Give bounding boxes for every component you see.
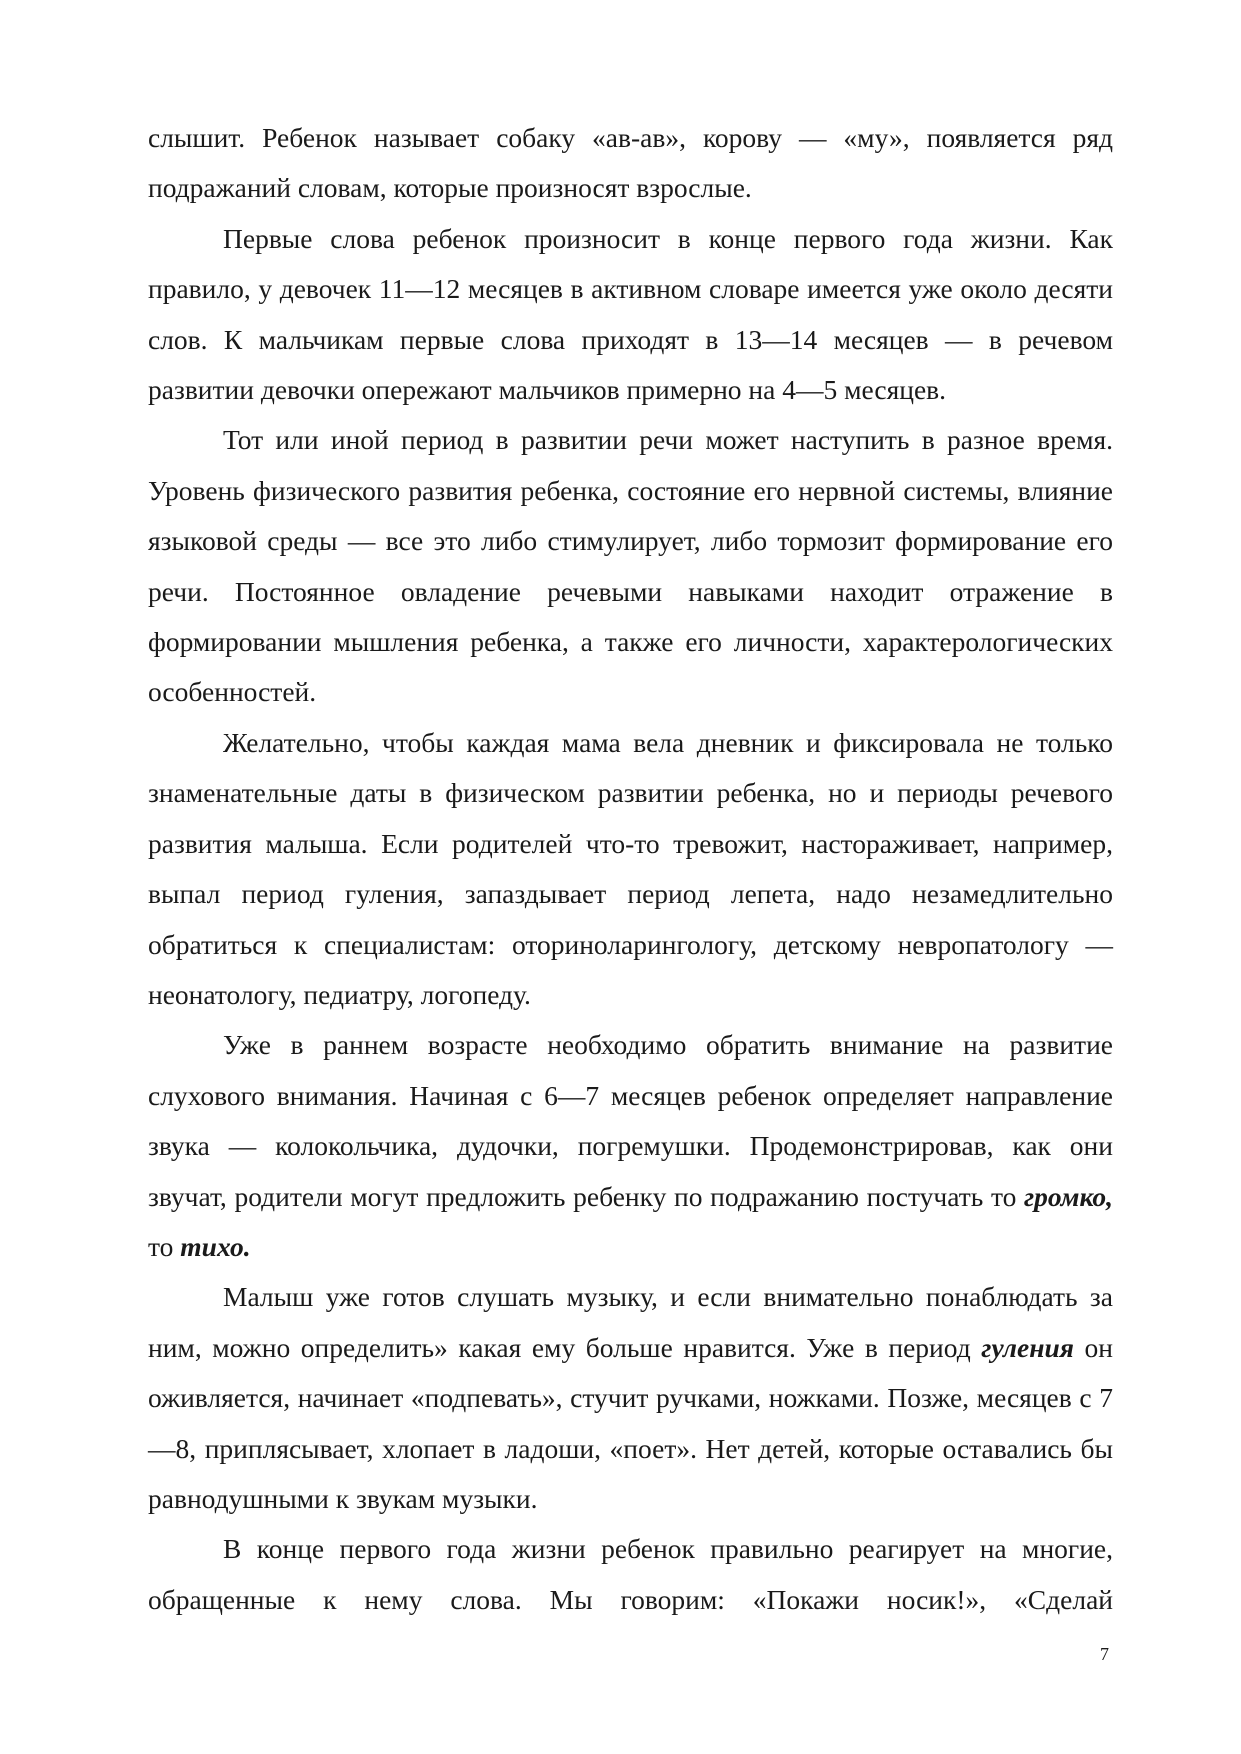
- page-body: [148, 113, 1113, 1625]
- paragraph-end-of-first-year: В конце первого года жизни ребенок правильно реагирует на многие, обращенные к нему слова. Мы говорим: «Покажи носик!», «Сделай: [148, 1533, 1113, 1615]
- paragraph-text: он оживляется, начинает «подпевать», стучит ручками, ножками. Позже, месяцев с 7—8, приплясывает, хлопает в ладоши, «поет». Нет детей, которые оставались бы равнодушными к звукам музыки.: [148, 1331, 1113, 1514]
- emphasis-quiet: тихо.: [180, 1230, 251, 1262]
- paragraph-diary: Желательно, чтобы каждая мама вела дневник и фиксировала не только знаменательные даты в физическом развитии ребенка, но и периоды речевого развития малыша. Если родителей что-то тревожит, настораживает, например, выпал период гуления, запаздывает период лепета, надо незамедлительно обратиться к специалистам: оториноларингологу, детскому невропатологу — неонатологу, педиатру, логопеду.: [148, 726, 1113, 1010]
- paragraph-text: то: [148, 1230, 181, 1262]
- paragraph-text: Малыш уже готов слушать музыку, и если внимательно понаблюдать за ним, можно определить» какая ему больше нравится. Уже в период: [148, 1281, 1113, 1363]
- paragraph-music: [148, 1272, 1113, 1524]
- paragraph-speech-periods: Тот или иной период в развитии речи может наступить в разное время. Уровень физического развития ребенка, состояние его нервной системы, влияние языковой среды — все это либо стимулирует, либо тормозит формирование его речи. Постоянное овладение речевыми навыками находит отражение в формировании мышления ребенка, а также его личности, характерологических особенностей.: [148, 424, 1113, 708]
- emphasis-cooing: гуления: [981, 1331, 1074, 1363]
- paragraph-continued: слышит. Ребенок называет собаку «ав-ав», корову — «му», появляется ряд подражаний словам, которые произносят взрослые.: [148, 122, 1113, 204]
- paragraph-text: Уже в раннем возрасте необходимо обратить внимание на развитие слухового внимания. Начиная с 6—7 месяцев ребенок определяет направление звука — колокольчика, дудочки, погремушки. Продемонстрировав, как они звучат, родители могут предложить ребенку по подражанию постучать то: [148, 1029, 1113, 1212]
- page-number: 7: [1100, 1644, 1109, 1664]
- paragraph-auditory-attention: [148, 1020, 1113, 1272]
- emphasis-loud: громко,: [1024, 1180, 1113, 1212]
- paragraph-first-words: Первые слова ребенок произносит в конце первого года жизни. Как правило, у девочек 11—12 месяцев в активном словаре имеется уже около десяти слов. К мальчикам первые слова приходят в 13—14 месяцев — в речевом развитии девочки опережают мальчиков примерно на 4—5 месяцев.: [148, 222, 1113, 406]
